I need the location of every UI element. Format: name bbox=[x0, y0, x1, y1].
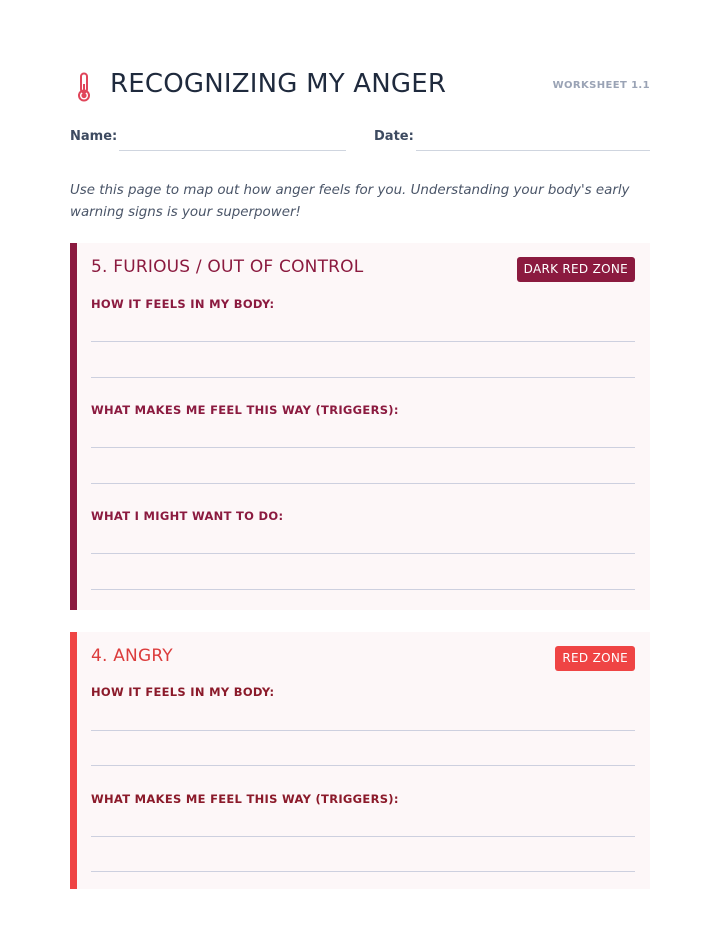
zone-card-furious bbox=[70, 243, 650, 610]
question-label-body: HOW IT FEELS IN MY BODY: bbox=[91, 685, 275, 699]
name-label: Name: bbox=[70, 129, 118, 144]
writing-line[interactable] bbox=[91, 589, 635, 590]
question-label-actions: WHAT I MIGHT WANT TO DO: bbox=[91, 509, 284, 523]
writing-line[interactable] bbox=[91, 341, 635, 342]
writing-line[interactable] bbox=[91, 730, 635, 731]
page-header bbox=[70, 68, 650, 108]
writing-line[interactable] bbox=[91, 553, 635, 554]
question-label-triggers: WHAT MAKES ME FEEL THIS WAY (TRIGGERS): bbox=[91, 403, 399, 417]
name-field[interactable] bbox=[119, 150, 346, 151]
zone-color-bar bbox=[70, 243, 77, 610]
zone-title: 5. FURIOUS / OUT OF CONTROL bbox=[91, 257, 364, 277]
question-label-body: HOW IT FEELS IN MY BODY: bbox=[91, 297, 275, 311]
date-field[interactable] bbox=[416, 150, 650, 151]
zone-badge: RED ZONE bbox=[555, 646, 635, 671]
writing-line[interactable] bbox=[91, 836, 635, 837]
question-label-triggers: WHAT MAKES ME FEEL THIS WAY (TRIGGERS): bbox=[91, 792, 399, 806]
zone-title: 4. ANGRY bbox=[91, 646, 173, 666]
zone-badge: DARK RED ZONE bbox=[517, 257, 635, 282]
name-date-row bbox=[70, 128, 650, 154]
writing-line[interactable] bbox=[91, 447, 635, 448]
writing-line[interactable] bbox=[91, 483, 635, 484]
writing-line[interactable] bbox=[91, 765, 635, 766]
page-title: RECOGNIZING MY ANGER bbox=[110, 69, 447, 99]
zone-color-bar bbox=[70, 632, 77, 889]
intro-text: Use this page to map out how anger feels for you. Understanding your body's early warning signs is your superpower! bbox=[70, 183, 630, 220]
thermometer-icon bbox=[76, 72, 92, 102]
writing-line[interactable] bbox=[91, 871, 635, 872]
date-label: Date: bbox=[374, 129, 414, 144]
writing-line[interactable] bbox=[91, 377, 635, 378]
worksheet-number: WORKSHEET 1.1 bbox=[552, 80, 650, 91]
zone-card-angry bbox=[70, 632, 650, 889]
